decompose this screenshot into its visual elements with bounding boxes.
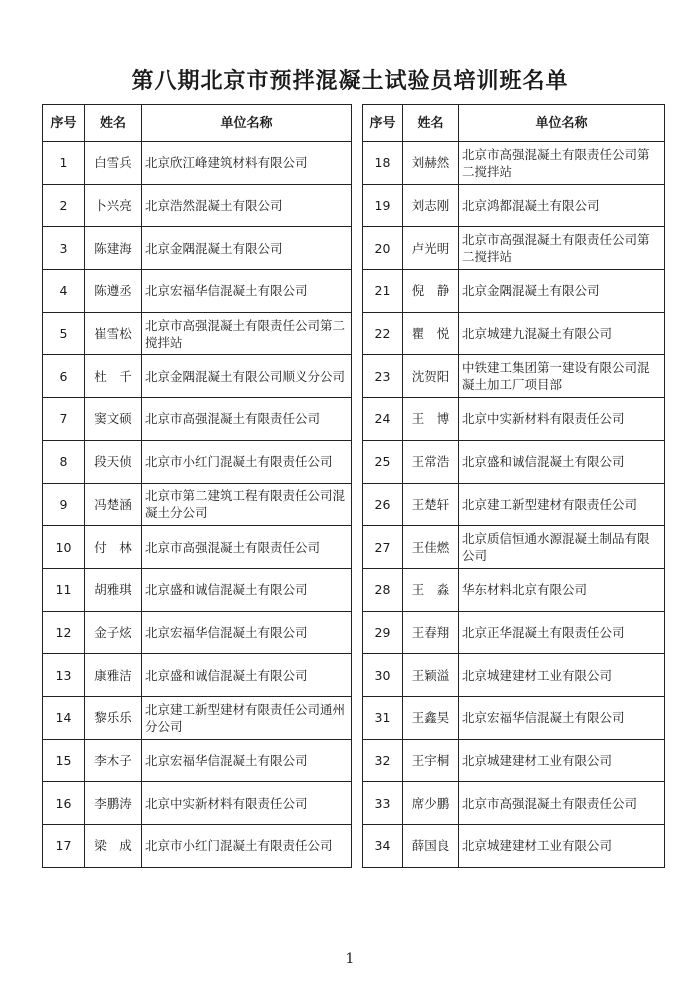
header-unit: 单位名称 — [142, 105, 352, 142]
row-number: 23 — [363, 355, 403, 398]
trainee-name: 李木子 — [85, 739, 142, 782]
company-name: 北京市高强混凝土有限责任公司第二搅拌站 — [142, 312, 352, 355]
table-row — [363, 142, 665, 185]
trainee-name: 王佳燃 — [403, 526, 459, 569]
company-name: 北京城建建材工业有限公司 — [459, 654, 665, 697]
trainee-name: 冯楚涵 — [85, 483, 142, 526]
row-number: 34 — [363, 825, 403, 868]
header-name: 姓名 — [85, 105, 142, 142]
row-number: 11 — [43, 568, 85, 611]
trainee-name: 倪 静 — [403, 270, 459, 313]
trainee-name: 窦文硕 — [85, 398, 142, 441]
row-number: 29 — [363, 611, 403, 654]
table-row — [363, 355, 665, 398]
company-name: 北京城建九混凝土有限公司 — [459, 312, 665, 355]
company-name: 北京市第二建筑工程有限责任公司混凝土分公司 — [142, 483, 352, 526]
company-name: 北京欣江峰建筑材料有限公司 — [142, 142, 352, 185]
company-name: 北京市小红门混凝土有限责任公司 — [142, 825, 352, 868]
row-number: 4 — [43, 270, 85, 313]
company-name: 北京宏福华信混凝土有限公司 — [142, 739, 352, 782]
table-row — [363, 440, 665, 483]
header-unit: 单位名称 — [459, 105, 665, 142]
row-number: 18 — [363, 142, 403, 185]
trainee-name: 王鑫昊 — [403, 696, 459, 739]
row-number: 5 — [43, 312, 85, 355]
trainee-name: 李鹏涛 — [85, 782, 142, 825]
table-row — [363, 611, 665, 654]
table-row — [43, 440, 352, 483]
row-number: 20 — [363, 227, 403, 270]
company-name: 北京中实新材料有限责任公司 — [142, 782, 352, 825]
company-name: 北京城建建材工业有限公司 — [459, 739, 665, 782]
table-row — [363, 227, 665, 270]
table-row — [43, 696, 352, 739]
table-row — [43, 568, 352, 611]
row-number: 9 — [43, 483, 85, 526]
header-no: 序号 — [363, 105, 403, 142]
trainee-name: 王 淼 — [403, 568, 459, 611]
table-row — [43, 526, 352, 569]
company-name: 北京鸿都混凝土有限公司 — [459, 184, 665, 227]
trainee-name: 王常浩 — [403, 440, 459, 483]
row-number: 32 — [363, 739, 403, 782]
trainee-name: 瞿 悦 — [403, 312, 459, 355]
row-number: 26 — [363, 483, 403, 526]
row-number: 13 — [43, 654, 85, 697]
row-number: 7 — [43, 398, 85, 441]
trainee-name: 陈遵丞 — [85, 270, 142, 313]
row-number: 1 — [43, 142, 85, 185]
row-number: 17 — [43, 825, 85, 868]
company-name: 北京市高强混凝土有限责任公司 — [459, 782, 665, 825]
company-name: 北京宏福华信混凝土有限公司 — [142, 611, 352, 654]
table-row — [363, 825, 665, 868]
table-row — [43, 654, 352, 697]
company-name: 华东材料北京有限公司 — [459, 568, 665, 611]
company-name: 北京市高强混凝土有限责任公司 — [142, 398, 352, 441]
row-number: 10 — [43, 526, 85, 569]
trainee-name: 胡雅琪 — [85, 568, 142, 611]
table-row — [363, 398, 665, 441]
table-row — [43, 227, 352, 270]
company-name: 北京盛和诚信混凝土有限公司 — [142, 568, 352, 611]
roster-table-left — [42, 104, 352, 868]
trainee-name: 王 博 — [403, 398, 459, 441]
company-name: 北京市小红门混凝土有限责任公司 — [142, 440, 352, 483]
trainee-name: 康雅洁 — [85, 654, 142, 697]
trainee-name: 王春翔 — [403, 611, 459, 654]
company-name: 北京正华混凝土有限责任公司 — [459, 611, 665, 654]
company-name: 北京金隅混凝土有限公司 — [142, 227, 352, 270]
document-title: 第八期北京市预拌混凝土试验员培训班名单 — [131, 68, 569, 94]
company-name: 北京盛和诚信混凝土有限公司 — [142, 654, 352, 697]
table-row — [363, 312, 665, 355]
company-name: 北京质信恒通水源混凝土制品有限公司 — [459, 526, 665, 569]
trainee-name: 段天侦 — [85, 440, 142, 483]
row-number: 30 — [363, 654, 403, 697]
row-number: 3 — [43, 227, 85, 270]
company-name: 北京市高强混凝土有限责任公司第二搅拌站 — [459, 142, 665, 185]
table-row — [363, 696, 665, 739]
company-name: 北京市高强混凝土有限责任公司 — [142, 526, 352, 569]
table-header-row — [363, 105, 665, 142]
trainee-name: 杜 千 — [85, 355, 142, 398]
row-number: 31 — [363, 696, 403, 739]
company-name: 北京金隅混凝土有限公司顺义分公司 — [142, 355, 352, 398]
company-name: 北京宏福华信混凝土有限公司 — [459, 696, 665, 739]
row-number: 19 — [363, 184, 403, 227]
table-row — [363, 568, 665, 611]
trainee-name: 卢光明 — [403, 227, 459, 270]
table-row — [43, 825, 352, 868]
trainee-name: 席少鹏 — [403, 782, 459, 825]
table-row — [43, 739, 352, 782]
trainee-name: 付 林 — [85, 526, 142, 569]
row-number: 33 — [363, 782, 403, 825]
trainee-name: 黎乐乐 — [85, 696, 142, 739]
roster-table-right — [362, 104, 665, 868]
row-number: 22 — [363, 312, 403, 355]
table-row — [43, 782, 352, 825]
row-number: 15 — [43, 739, 85, 782]
company-name: 北京金隅混凝土有限公司 — [459, 270, 665, 313]
table-row — [363, 654, 665, 697]
table-row — [43, 483, 352, 526]
row-number: 12 — [43, 611, 85, 654]
company-name: 北京浩然混凝土有限公司 — [142, 184, 352, 227]
row-number: 24 — [363, 398, 403, 441]
table-row — [43, 312, 352, 355]
trainee-name: 陈建海 — [85, 227, 142, 270]
trainee-name: 沈贺阳 — [403, 355, 459, 398]
table-header-row — [43, 105, 352, 142]
trainee-name: 刘赫然 — [403, 142, 459, 185]
header-name: 姓名 — [403, 105, 459, 142]
table-row — [363, 270, 665, 313]
row-number: 28 — [363, 568, 403, 611]
trainee-name: 王颖溢 — [403, 654, 459, 697]
page-number: 1 — [345, 951, 355, 967]
trainee-name: 王宇桐 — [403, 739, 459, 782]
company-name: 北京中实新材料有限责任公司 — [459, 398, 665, 441]
table-row — [43, 142, 352, 185]
company-name: 北京建工新型建材有限责任公司通州分公司 — [142, 696, 352, 739]
table-row — [43, 398, 352, 441]
trainee-name: 白雪兵 — [85, 142, 142, 185]
table-row — [363, 739, 665, 782]
table-row — [43, 355, 352, 398]
table-row — [43, 270, 352, 313]
trainee-name: 刘志刚 — [403, 184, 459, 227]
row-number: 8 — [43, 440, 85, 483]
table-row — [363, 782, 665, 825]
company-name: 北京城建建材工业有限公司 — [459, 825, 665, 868]
company-name: 北京宏福华信混凝土有限公司 — [142, 270, 352, 313]
company-name: 北京建工新型建材有限责任公司 — [459, 483, 665, 526]
table-row — [43, 184, 352, 227]
trainee-name: 卜兴亮 — [85, 184, 142, 227]
row-number: 14 — [43, 696, 85, 739]
row-number: 16 — [43, 782, 85, 825]
company-name: 北京市高强混凝土有限责任公司第二搅拌站 — [459, 227, 665, 270]
row-number: 21 — [363, 270, 403, 313]
trainee-name: 王楚轩 — [403, 483, 459, 526]
table-row — [363, 184, 665, 227]
row-number: 6 — [43, 355, 85, 398]
company-name: 北京盛和诚信混凝土有限公司 — [459, 440, 665, 483]
table-row — [43, 611, 352, 654]
trainee-name: 金子炫 — [85, 611, 142, 654]
trainee-name: 薛国良 — [403, 825, 459, 868]
table-row — [363, 483, 665, 526]
table-row — [363, 526, 665, 569]
header-no: 序号 — [43, 105, 85, 142]
row-number: 25 — [363, 440, 403, 483]
trainee-name: 崔雪松 — [85, 312, 142, 355]
trainee-name: 梁 成 — [85, 825, 142, 868]
row-number: 2 — [43, 184, 85, 227]
company-name: 中铁建工集团第一建设有限公司混凝土加工厂项目部 — [459, 355, 665, 398]
row-number: 27 — [363, 526, 403, 569]
